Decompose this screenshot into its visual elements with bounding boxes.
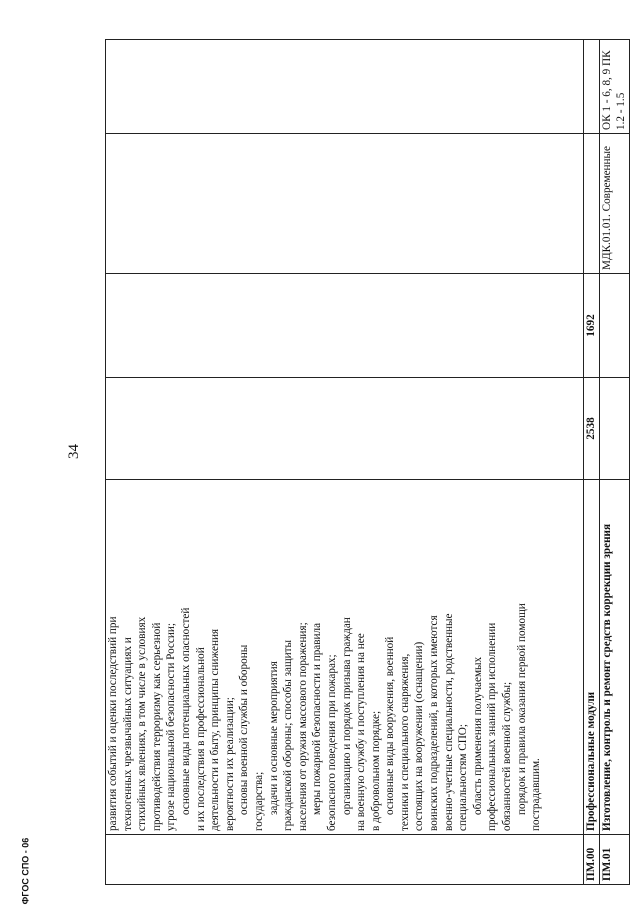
competency-cell [106,40,584,134]
desc-line: в добровольном порядке; [369,710,382,831]
table-row-continuation [106,40,584,885]
page-number: 34 [66,444,82,459]
desc-line: и их последствия в профессиональной [194,647,207,831]
desc-line: гражданской обороны; способы защиты [282,640,295,831]
desc-line: состоящих на вооружении (оснащении) [413,641,426,831]
module-code: ПМ.00 [584,835,600,885]
desc-line: основные виды потенциальных опасностей [179,607,192,815]
module-code: ПМ.01 [599,835,629,885]
desc-line: на военную службу и поступления на нее [355,633,368,831]
module-title: Изготовление, контроль и ремонт средств коррекции зрения [599,480,629,835]
desc-line: техногенных чрезвычайных ситуациях и [121,637,134,831]
desc-line: развития событий и оценки последствий при [107,616,119,831]
desc-line: стихийных явлениях, в том числе в условиях [136,616,149,831]
desc-line: противодействия терроризму как серьезной [150,622,163,831]
desc-line: профессиональных знаний при исполнении [486,622,499,831]
desc-line: техники и специального снаряжения, [398,653,411,831]
module-title: Профессиональные модули [584,480,600,835]
desc-line: порядок и правила оказания первой помощи [515,603,528,815]
table-row-pm01 [599,40,629,885]
desc-line: задачи и основные мероприятия [267,661,280,815]
competency-codes: ОК 1 - 6, 8, 9 ПК 1.2 - 1.5 [599,40,629,134]
index-cell [106,835,584,885]
desc-line: воинских подразделений, в которых имеются [428,615,441,831]
desc-line: деятельности и быту, принципы снижения [209,628,222,831]
desc-line: угрозе национальной безопасности России; [165,622,178,831]
desc-line: основы военной службы и обороны [238,644,251,815]
max-load-value: 2538 [584,378,600,480]
desc-line: основные виды вооружения, военной [384,636,397,815]
course-cell [106,134,584,274]
description-cell [106,480,584,835]
max-load-cell [106,378,584,480]
desc-line: меры пожарной безопасности и правила [311,622,324,815]
required-load-cell [106,274,584,378]
max-load-cell [599,378,629,480]
desc-line: специальностям СПО; [457,724,470,831]
desc-line: военно-учетные специальности, родственные [442,613,455,831]
desc-line: государства; [252,771,265,831]
competency-cell [584,40,600,134]
curriculum-table [105,39,630,885]
table-row-pm00 [584,40,600,885]
course-cell [584,134,600,274]
desc-line: вероятности их реализации; [223,697,236,831]
desc-line: организацию и порядок призыва граждан [340,617,353,815]
desc-line: область применения получаемых [471,656,484,815]
desc-line: пострадавшим. [530,758,543,831]
course-name: МДК.01.01. Современные [599,134,629,274]
desc-line: обязанностей военной службы; [501,681,514,831]
rotated-page [105,40,628,885]
desc-line: безопасного поведения при пожарах; [325,654,338,831]
footer-code: ФГОС СПО - 06 [20,837,31,905]
required-load-value: 1692 [584,274,600,378]
required-load-cell [599,274,629,378]
desc-line: населения от оружия массового поражения; [296,622,309,831]
